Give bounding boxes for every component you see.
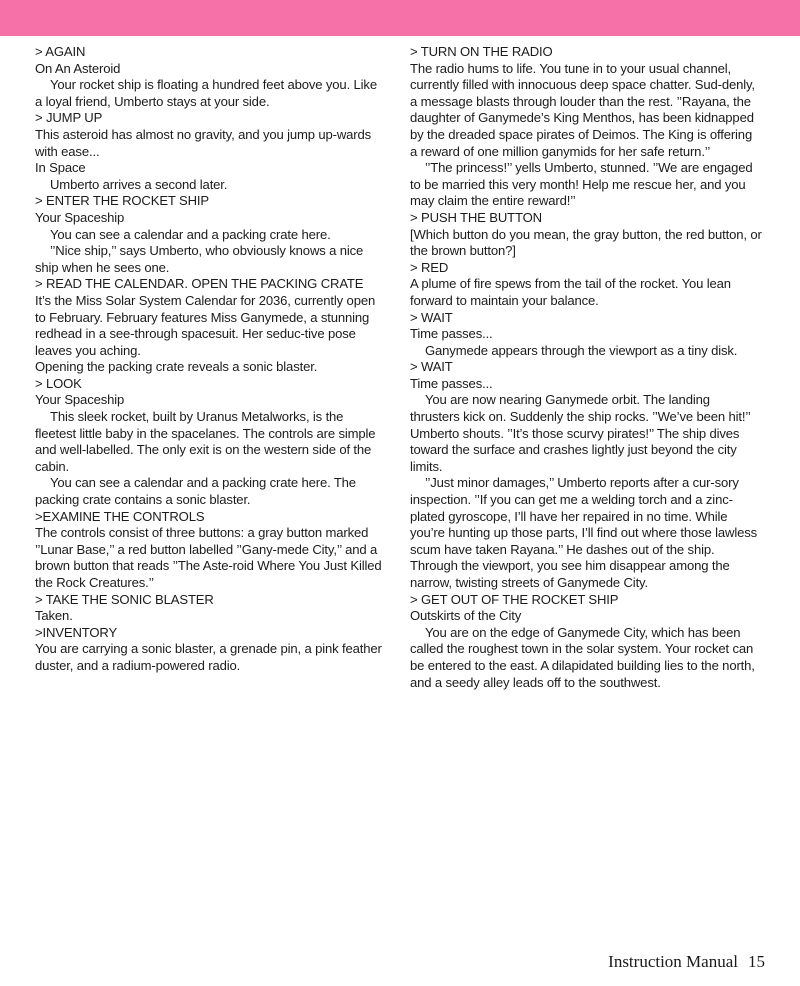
response-paragraph: Time passes... — [410, 375, 493, 391]
response-paragraph: [Which button do you mean, the gray button, the red button, or the brown button?] — [410, 226, 762, 259]
command-line: > LOOK — [35, 375, 82, 391]
command-line: > AGAIN — [35, 44, 86, 59]
command-line: > TAKE THE SONIC BLASTER — [35, 591, 214, 607]
left-column — [35, 44, 383, 675]
transcript-section — [410, 210, 762, 260]
command-line: > READ THE CALENDAR. OPEN THE PACKING CRATE — [35, 276, 364, 292]
response-paragraph: Ganymede appears through the viewport as a tiny disk. — [425, 342, 738, 358]
transcript-section — [410, 260, 762, 310]
response-paragraph: Your rocket ship is floating a hundred feet above you. Like a loyal friend, Umberto stays at your side. — [35, 77, 377, 109]
response-paragraph: ’’Nice ship,’’ says Umberto, who obviously knows a nice ship when he sees one. — [35, 243, 364, 275]
response-paragraph: Outskirts of the City — [410, 608, 522, 624]
command-line: > ENTER THE ROCKET SHIP — [35, 193, 209, 209]
response-paragraph: ’’Just minor damages,’’ Umberto reports after a cur-sory inspection. ’’If you can get me a welding torch and a zinc-plated gyroscope, I’ll have her repaired in no time. While you’re hunting up those parts, I’ll find out where those lawless scum have taken Rayana.’’ He dashes out of the ship. Through the viewport, you see him disappear among the narrow, twisting streets of Ganymede City. — [410, 475, 758, 590]
command-line: > WAIT — [410, 309, 453, 325]
header-band — [0, 0, 800, 36]
command-line: > WAIT — [410, 359, 453, 375]
response-paragraph: You can see a calendar and a packing crate here. The packing crate contains a sonic blaster. — [35, 475, 356, 508]
transcript-section — [35, 592, 383, 625]
transcript-section — [35, 376, 383, 509]
response-paragraph: Opening the packing crate reveals a sonic blaster. — [35, 359, 318, 375]
response-paragraph: This sleek rocket, built by Uranus Metalworks, is the fleetest little baby in the spacelanes. The controls are simple and well-labelled. The only exit is on the western side of the cabin. — [35, 409, 376, 474]
command-line: > GET OUT OF THE ROCKET SHIP — [410, 591, 619, 607]
response-paragraph: You are on the edge of Ganymede City, which has been called the roughest town in the solar system. Your rocket can be entered to the east. A dilapidated building lies to the north, and a seedy alley leads off to the southwest. — [410, 624, 755, 690]
response-paragraph: Time passes... — [410, 326, 493, 342]
transcript-section — [35, 110, 383, 193]
response-paragraph: You are carrying a sonic blaster, a grenade pin, a pink feather duster, and a radium-powered radio. — [35, 641, 382, 673]
response-paragraph: Your Spaceship — [35, 392, 125, 408]
response-paragraph: The radio hums to life. You tune in to your usual channel, currently filled with innocuous deep space chatter. Sud-denly, a message blasts through louder than the rest. ’’Rayana, the daughter of Ganymede’s King Menthos, has been kidnapped by the dreaded space pirates of Deimos. The King is offering a reward of one million ganymids for her safe return.’’ — [410, 60, 755, 159]
command-line: > PUSH THE BUTTON — [410, 209, 542, 225]
transcript-section — [410, 310, 762, 360]
transcript-section — [35, 44, 383, 110]
response-paragraph: In Space — [35, 160, 86, 176]
response-paragraph: This asteroid has almost no gravity, and you jump up-wards with ease... — [35, 126, 372, 159]
manual-title: Instruction Manual — [608, 952, 738, 971]
response-paragraph: Your Spaceship — [35, 209, 125, 225]
transcript-section — [35, 509, 383, 592]
right-column — [410, 44, 762, 691]
command-line: > TURN ON THE RADIO — [410, 44, 553, 59]
page-footer — [560, 952, 765, 972]
response-paragraph: A plume of fire spews from the tail of the rocket. You lean forward to maintain your balance. — [410, 276, 731, 308]
command-line: >INVENTORY — [35, 624, 118, 640]
transcript-section — [35, 276, 383, 376]
response-paragraph: You are now nearing Ganymede orbit. The landing thrusters kick on. Suddenly the ship rocks. ’’We’ve been hit!’’ Umberto shouts. ’’It’s those scurvy pirates!’’ The ship dives toward the surface and crashes lightly just beyond the city limits. — [410, 392, 751, 474]
transcript-section — [410, 359, 762, 591]
response-paragraph: You can see a calendar and a packing crate here. — [50, 226, 331, 242]
response-paragraph: ’’The princess!’’ yells Umberto, stunned. ’’We are engaged to be married this very month! Help me rescue her, and you may claim the entire reward!’’ — [410, 160, 753, 209]
transcript-section — [410, 592, 762, 692]
command-line: >EXAMINE THE CONTROLS — [35, 508, 205, 524]
response-paragraph: Taken. — [35, 608, 73, 624]
response-paragraph: The controls consist of three buttons: a gray button marked ’’Lunar Base,’’ a red button labelled ’’Gany-mede City,’’ and a brown button that reads ’’The Aste-roid Where You Just Killed the Rock Creatures.’’ — [35, 525, 382, 590]
response-paragraph: It’s the Miss Solar System Calendar for 2036, currently open to February. February features Miss Ganymede, a stunning redhead in a see-through spacesuit. Her seduc-tive pose leaves you aching. — [35, 292, 376, 358]
response-paragraph: On An Asteroid — [35, 60, 121, 76]
response-paragraph: Umberto arrives a second later. — [50, 176, 228, 192]
transcript-section — [35, 193, 383, 276]
command-line: > JUMP UP — [35, 110, 103, 126]
transcript-section — [410, 44, 762, 210]
page-number: 15 — [748, 952, 765, 971]
transcript-section — [35, 625, 383, 675]
command-line: > RED — [410, 259, 449, 275]
